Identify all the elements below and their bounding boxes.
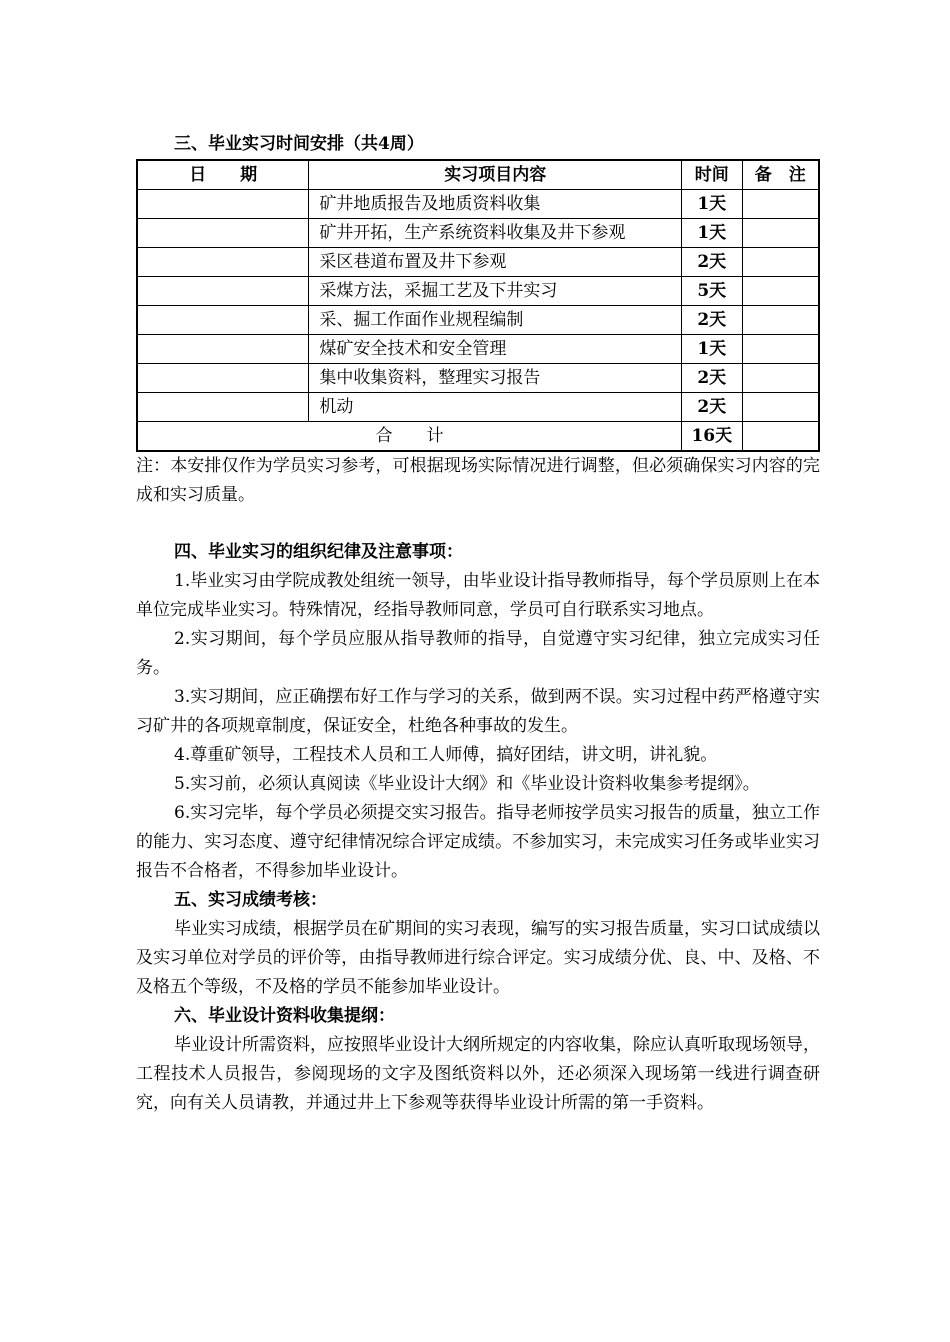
cell-note <box>742 190 819 219</box>
cell-date <box>137 393 309 422</box>
cell-time: 1天 <box>682 190 743 219</box>
total-note <box>742 422 819 452</box>
cell-date <box>137 364 309 393</box>
section4-item: 6.实习完毕，每个学员必须提交实习报告。指导老师按学员实习报告的质量，独立工作的能力、实习态度、遵守纪律情况综合评定成绩。不参加实习，未完成实习任务或毕业实习报告不合格者，不得参加毕业设计。 <box>136 803 820 881</box>
cell-note <box>742 393 819 422</box>
section4-item: 3.实习期间，应正确摆布好工作与学习的关系，做到两不误。实习过程中药严格遵守实习矿井的各项规章制度，保证安全，杜绝各种事故的发生。 <box>136 687 820 736</box>
table-row <box>137 393 819 422</box>
cell-time: 5天 <box>682 277 743 306</box>
cell-item: 机动 <box>309 393 682 422</box>
section6-body: 毕业设计所需资料，应按照毕业设计大纲所规定的内容收集，除应认真听取现场领导，工程技术人员报告，参阅现场的文字及图纸资料以外，还必须深入现场第一线进行调查研究，向有关人员请教，并通过井上下参观等获得毕业设计所需的第一手资料。 <box>136 1035 820 1113</box>
section3-title: 三、毕业实习时间安排（共4周） <box>174 134 424 154</box>
section4-item: 5.实习前，必须认真阅读《毕业设计大纲》和《毕业设计资料收集参考提纲》。 <box>174 774 760 794</box>
cell-item: 采煤方法，采掘工艺及下井实习 <box>309 277 682 306</box>
cell-note <box>742 277 819 306</box>
table-row <box>137 248 819 277</box>
cell-item: 矿井开拓，生产系统资料收集及井下参观 <box>309 219 682 248</box>
cell-item: 采区巷道布置及井下参观 <box>309 248 682 277</box>
header-time: 时间 <box>682 160 743 190</box>
total-time: 16天 <box>682 422 743 452</box>
cell-time: 2天 <box>682 393 743 422</box>
section4-item: 2.实习期间，每个学员应服从指导教师的指导，自觉遵守实习纪律，独立完成实习任务。 <box>136 629 820 678</box>
header-date: 日 期 <box>137 160 309 190</box>
table-row <box>137 335 819 364</box>
cell-item: 矿井地质报告及地质资料收集 <box>309 190 682 219</box>
cell-time: 1天 <box>682 219 743 248</box>
cell-note <box>742 335 819 364</box>
cell-note <box>742 219 819 248</box>
cell-date <box>137 190 309 219</box>
section4-item: 4.尊重矿领导，工程技术人员和工人师傅，搞好团结，讲文明，讲礼貌。 <box>174 745 718 765</box>
table-header-row <box>137 160 819 190</box>
cell-date <box>137 248 309 277</box>
cell-note <box>742 364 819 393</box>
table-row <box>137 364 819 393</box>
cell-time: 1天 <box>682 335 743 364</box>
spacer <box>136 510 820 538</box>
section4-title: 四、毕业实习的组织纪律及注意事项： <box>174 542 463 562</box>
cell-date <box>137 335 309 364</box>
schedule-note: 注：本安排仅作为学员实习参考，可根据现场实际情况进行调整，但必须确保实习内容的完成和实习质量。 <box>136 456 820 505</box>
cell-date <box>137 277 309 306</box>
cell-item: 煤矿安全技术和安全管理 <box>309 335 682 364</box>
table-total-row <box>137 422 819 452</box>
table-row <box>137 306 819 335</box>
cell-time: 2天 <box>682 248 743 277</box>
section5-title: 五、实习成绩考核： <box>174 890 327 910</box>
cell-note <box>742 248 819 277</box>
section5-body: 毕业实习成绩，根据学员在矿期间的实习表现，编写的实习报告质量，实习口试成绩以及实习单位对学员的评价等，由指导教师进行综合评定。实习成绩分优、良、中、及格、不及格五个等级，不及格的学员不能参加毕业设计。 <box>136 919 820 997</box>
cell-item: 采、掘工作面作业规程编制 <box>309 306 682 335</box>
total-label: 合 计 <box>137 422 682 452</box>
cell-date <box>137 219 309 248</box>
section6-title: 六、毕业设计资料收集提纲： <box>174 1006 395 1026</box>
section4-item: 1.毕业实习由学院成教处组统一领导，由毕业设计指导教师指导，每个学员原则上在本单位完成毕业实习。特殊情况，经指导教师同意，学员可自行联系实习地点。 <box>136 571 820 620</box>
cell-note <box>742 306 819 335</box>
table-row <box>137 277 819 306</box>
cell-time: 2天 <box>682 364 743 393</box>
document-page <box>136 130 820 1118</box>
cell-date <box>137 306 309 335</box>
cell-time: 2天 <box>682 306 743 335</box>
table-row <box>137 190 819 219</box>
header-item: 实习项目内容 <box>309 160 682 190</box>
table-row <box>137 219 819 248</box>
schedule-table <box>136 159 820 452</box>
cell-item: 集中收集资料，整理实习报告 <box>309 364 682 393</box>
header-note: 备 注 <box>742 160 819 190</box>
